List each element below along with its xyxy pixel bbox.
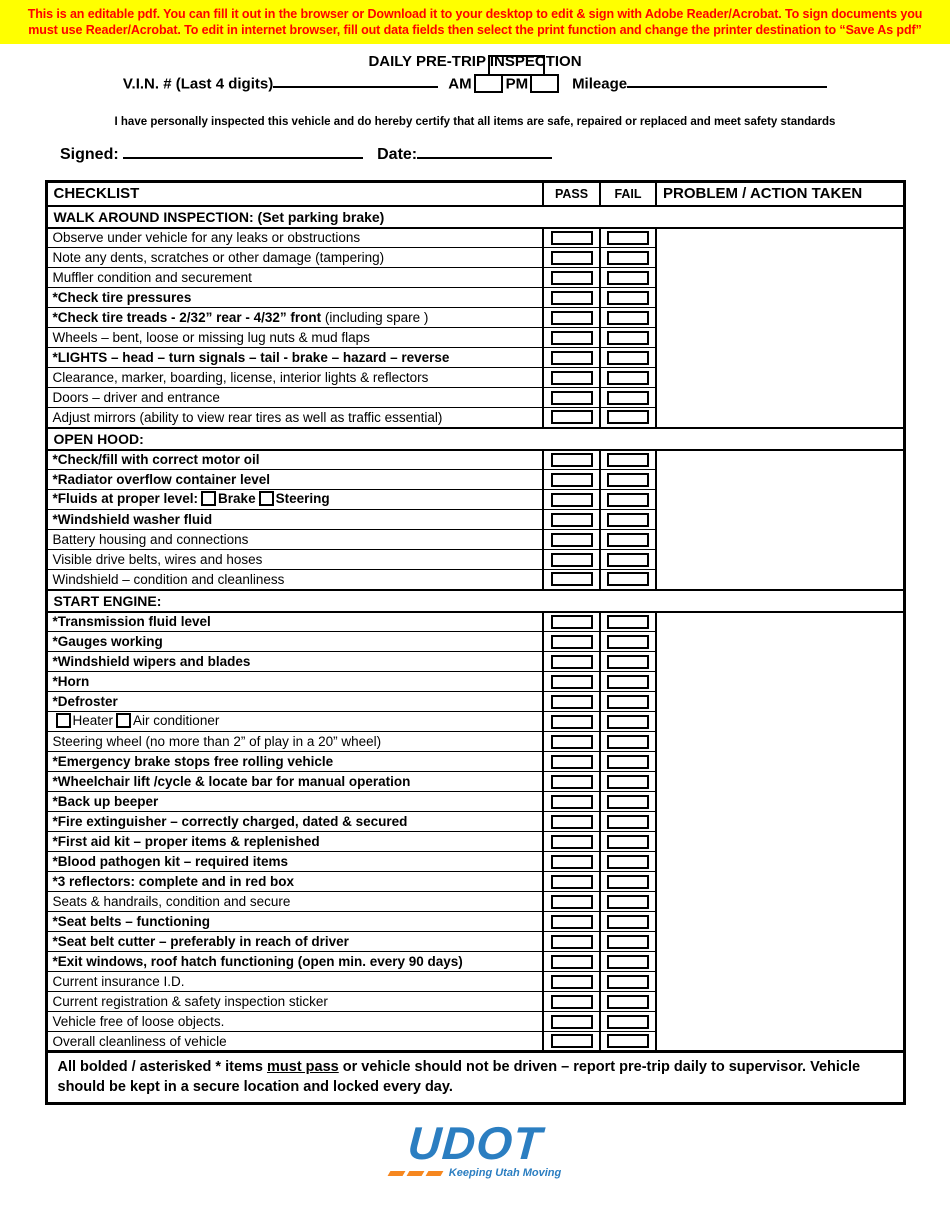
pm-checkbox[interactable]: [530, 74, 559, 93]
fail-checkbox[interactable]: [607, 635, 649, 649]
pass-checkbox[interactable]: [551, 493, 593, 507]
fail-cell: [600, 248, 656, 268]
fail-cell: [600, 832, 656, 852]
section-header: WALK AROUND INSPECTION: (Set parking brake): [46, 206, 904, 228]
fail-cell: [600, 752, 656, 772]
fail-cell: [600, 550, 656, 570]
item-label: *Check tire pressures: [46, 288, 543, 308]
pass-cell: [543, 1012, 600, 1032]
fail-checkbox[interactable]: [607, 572, 649, 586]
date-label: Date:: [377, 146, 418, 163]
fail-cell: [600, 348, 656, 368]
fail-cell: [600, 812, 656, 832]
pass-checkbox[interactable]: [551, 915, 593, 929]
item-label: Steering wheel (no more than 2” of play in a 20” wheel): [46, 732, 543, 752]
fail-cell: [600, 510, 656, 530]
checklist-row: [46, 450, 904, 470]
pass-cell: [543, 712, 600, 732]
fail-cell: [600, 1032, 656, 1052]
pass-cell: [543, 248, 600, 268]
item-label: Current registration & safety inspection sticker: [46, 992, 543, 1012]
fail-checkbox[interactable]: [607, 513, 649, 527]
item-label: *Defroster: [46, 692, 543, 712]
signature-line: [60, 145, 950, 164]
fail-checkbox[interactable]: [607, 493, 649, 507]
item-label: Overall cleanliness of vehicle: [46, 1032, 543, 1052]
pass-checkbox[interactable]: [551, 775, 593, 789]
banner-line-2: must use Reader/Acrobat. To edit in internet browser, fill out data fields then select the print function and change the printer destination to “Save As pdf”: [28, 23, 922, 37]
vin-input-line[interactable]: [273, 74, 438, 88]
fail-cell: [600, 972, 656, 992]
pass-cell: [543, 672, 600, 692]
fail-checkbox[interactable]: [607, 473, 649, 487]
logo-tagline: Keeping Utah Moving: [448, 1167, 562, 1180]
fail-cell: [600, 268, 656, 288]
item-label: *Windshield washer fluid: [46, 510, 543, 530]
fail-cell: [600, 570, 656, 590]
item-label: *Check tire treads - 2/32” rear - 4/32” front (including spare ): [46, 308, 543, 328]
fail-checkbox[interactable]: [607, 371, 649, 385]
editable-pdf-banner: [0, 0, 950, 44]
fail-cell: [600, 308, 656, 328]
section-row: [46, 428, 904, 450]
pass-cell: [543, 328, 600, 348]
item-label: Note any dents, scratches or other damage (tampering): [46, 248, 543, 268]
fail-cell: [600, 712, 656, 732]
pass-cell: [543, 228, 600, 248]
fail-cell: [600, 328, 656, 348]
pass-cell: [543, 308, 600, 328]
pass-cell: [543, 932, 600, 952]
fail-cell: [600, 692, 656, 712]
pass-cell: [543, 612, 600, 632]
checklist-row: [46, 612, 904, 632]
pass-checkbox[interactable]: [551, 935, 593, 949]
certification-text: I have personally inspected this vehicle and do hereby certify that all items are safe, repaired or replaced and meet safety standards: [114, 116, 836, 128]
pass-cell: [543, 1032, 600, 1052]
pass-checkbox[interactable]: [551, 572, 593, 586]
item-label: Battery housing and connections: [46, 530, 543, 550]
pass-cell: [543, 832, 600, 852]
item-label: Adjust mirrors (ability to view rear tires as well as traffic essential): [46, 408, 543, 428]
fail-cell: [600, 368, 656, 388]
pass-cell: [543, 632, 600, 652]
fail-cell: [600, 450, 656, 470]
fail-cell: [600, 388, 656, 408]
fail-checkbox[interactable]: [607, 755, 649, 769]
udot-logo-text: UDOT: [406, 1117, 544, 1170]
pass-cell: [543, 570, 600, 590]
form-field-box[interactable]: [488, 55, 545, 76]
pass-cell: [543, 470, 600, 490]
table-header-row: [46, 182, 904, 206]
item-label: *3 reflectors: complete and in red box: [46, 872, 543, 892]
note-underlined: must pass: [267, 1059, 339, 1075]
fail-cell: [600, 952, 656, 972]
pass-checkbox[interactable]: [551, 635, 593, 649]
item-label: Visible drive belts, wires and hoses: [46, 550, 543, 570]
fail-checkbox[interactable]: [607, 251, 649, 265]
pass-cell: [543, 812, 600, 832]
fail-checkbox[interactable]: [607, 453, 649, 467]
pass-checkbox[interactable]: [551, 513, 593, 527]
pass-checkbox[interactable]: [551, 371, 593, 385]
item-label: *Horn: [46, 672, 543, 692]
fail-checkbox[interactable]: [607, 533, 649, 547]
pass-checkbox[interactable]: [551, 453, 593, 467]
pass-checkbox[interactable]: [551, 391, 593, 405]
pass-checkbox[interactable]: [551, 291, 593, 305]
item-label: Vehicle free of loose objects.: [46, 1012, 543, 1032]
fail-cell: [600, 872, 656, 892]
fail-checkbox[interactable]: [607, 1015, 649, 1029]
pass-cell: [543, 268, 600, 288]
pass-checkbox[interactable]: [551, 410, 593, 424]
item-label: Seats & handrails, condition and secure: [46, 892, 543, 912]
fail-checkbox[interactable]: [607, 915, 649, 929]
pass-checkbox[interactable]: [551, 271, 593, 285]
item-label: Heater Air conditioner: [46, 712, 543, 732]
pass-cell: [543, 992, 600, 1012]
pass-cell: [543, 652, 600, 672]
fail-checkbox[interactable]: [607, 995, 649, 1009]
pass-checkbox[interactable]: [551, 231, 593, 245]
pass-checkbox[interactable]: [551, 895, 593, 909]
item-label: Muffler condition and securement: [46, 268, 543, 288]
pass-checkbox[interactable]: [551, 655, 593, 669]
item-label: *LIGHTS – head – turn signals – tail - brake – hazard – reverse: [46, 348, 543, 368]
item-label: *Check/fill with correct motor oil: [46, 450, 543, 470]
fail-cell: [600, 672, 656, 692]
pass-cell: [543, 490, 600, 510]
item-label: *Blood pathogen kit – required items: [46, 852, 543, 872]
am-checkbox[interactable]: [474, 74, 503, 93]
item-label: *Seat belts – functioning: [46, 912, 543, 932]
fail-checkbox[interactable]: [607, 271, 649, 285]
mileage-input-line[interactable]: [627, 74, 827, 88]
vin-line: [0, 74, 950, 95]
pass-checkbox[interactable]: [551, 311, 593, 325]
pass-cell: [543, 952, 600, 972]
fail-checkbox[interactable]: [607, 311, 649, 325]
item-label: *First aid kit – proper items & replenished: [46, 832, 543, 852]
item-label: *Fluids at proper level: Brake Steering: [46, 490, 543, 510]
fail-checkbox[interactable]: [607, 291, 649, 305]
footer-note-row: [46, 1052, 904, 1104]
pass-checkbox[interactable]: [551, 975, 593, 989]
fail-cell: [600, 852, 656, 872]
fail-cell: [600, 530, 656, 550]
pass-cell: [543, 852, 600, 872]
item-label: Wheels – bent, loose or missing lug nuts & mud flaps: [46, 328, 543, 348]
pass-checkbox[interactable]: [551, 835, 593, 849]
pass-checkbox[interactable]: [551, 473, 593, 487]
air-conditioner-checkbox[interactable]: [116, 713, 131, 728]
pass-checkbox[interactable]: [551, 995, 593, 1009]
column-header-checklist: CHECKLIST: [46, 182, 543, 206]
fail-checkbox[interactable]: [607, 1034, 649, 1048]
pass-cell: [543, 510, 600, 530]
fail-cell: [600, 932, 656, 952]
note-suffix: or vehicle should not be driven – report pre-trip daily to supervisor. Vehicle should be kept in a secure location and locked every day.: [57, 1059, 861, 1095]
vin-label: V.I.N. # (Last 4 digits): [122, 75, 274, 93]
fail-checkbox[interactable]: [607, 775, 649, 789]
item-label: *Gauges working: [46, 632, 543, 652]
pass-checkbox[interactable]: [551, 795, 593, 809]
fail-checkbox[interactable]: [607, 231, 649, 245]
pass-cell: [543, 792, 600, 812]
pass-checkbox[interactable]: [551, 553, 593, 567]
note-prefix: All bolded / asterisked * items: [57, 1059, 268, 1075]
checklist-row: [46, 228, 904, 248]
pass-cell: [543, 388, 600, 408]
column-header-fail: FAIL: [600, 182, 656, 206]
pass-cell: [543, 752, 600, 772]
column-header-problem: PROBLEM / ACTION TAKEN: [656, 182, 904, 206]
fail-checkbox[interactable]: [607, 735, 649, 749]
pass-cell: [543, 368, 600, 388]
item-label: *Seat belt cutter – preferably in reach of driver: [46, 932, 543, 952]
pass-cell: [543, 732, 600, 752]
pass-cell: [543, 288, 600, 308]
fail-checkbox[interactable]: [607, 331, 649, 345]
fail-cell: [600, 1012, 656, 1032]
fail-checkbox[interactable]: [607, 410, 649, 424]
fail-checkbox[interactable]: [607, 391, 649, 405]
fail-cell: [600, 792, 656, 812]
item-label: Observe under vehicle for any leaks or obstructions: [46, 228, 543, 248]
fail-checkbox[interactable]: [607, 553, 649, 567]
fail-cell: [600, 612, 656, 632]
fail-checkbox[interactable]: [607, 815, 649, 829]
item-label: *Back up beeper: [46, 792, 543, 812]
brake-checkbox[interactable]: [201, 491, 216, 506]
banner-line-1: This is an editable pdf. You can fill it out in the browser or Download it to your desktop to edit & sign with Adobe Reader/Acrobat. To sign documents you: [27, 7, 923, 21]
problem-action-field[interactable]: [656, 450, 904, 590]
pass-checkbox[interactable]: [551, 855, 593, 869]
fail-cell: [600, 490, 656, 510]
pass-checkbox[interactable]: [551, 815, 593, 829]
pass-cell: [543, 408, 600, 428]
udot-logo: [0, 1117, 950, 1180]
footer-note: [46, 1052, 904, 1104]
date-input-line[interactable]: [417, 145, 552, 159]
pass-checkbox[interactable]: [551, 351, 593, 365]
fail-cell: [600, 892, 656, 912]
fail-checkbox[interactable]: [607, 935, 649, 949]
fail-cell: [600, 652, 656, 672]
fail-checkbox[interactable]: [607, 675, 649, 689]
fail-cell: [600, 470, 656, 490]
pass-checkbox[interactable]: [551, 735, 593, 749]
fail-checkbox[interactable]: [607, 655, 649, 669]
steering-checkbox[interactable]: [259, 491, 274, 506]
pass-cell: [543, 348, 600, 368]
fail-checkbox[interactable]: [607, 955, 649, 969]
fail-checkbox[interactable]: [607, 895, 649, 909]
section-row: [46, 590, 904, 612]
pm-label: PM: [505, 75, 529, 93]
item-label: *Radiator overflow container level: [46, 470, 543, 490]
pass-checkbox[interactable]: [551, 251, 593, 265]
fail-cell: [600, 772, 656, 792]
item-label: *Wheelchair lift /cycle & locate bar for manual operation: [46, 772, 543, 792]
logo-accent-dashes: [389, 1171, 442, 1176]
fail-cell: [600, 732, 656, 752]
fail-checkbox[interactable]: [607, 715, 649, 729]
pass-checkbox[interactable]: [551, 875, 593, 889]
item-label: *Transmission fluid level: [46, 612, 543, 632]
pass-cell: [543, 692, 600, 712]
problem-action-field[interactable]: [656, 612, 904, 1052]
signature-input-line[interactable]: [123, 145, 363, 159]
pass-cell: [543, 772, 600, 792]
fail-checkbox[interactable]: [607, 795, 649, 809]
pass-cell: [543, 530, 600, 550]
checklist-table: [45, 180, 906, 1105]
pass-checkbox[interactable]: [551, 615, 593, 629]
fail-checkbox[interactable]: [607, 855, 649, 869]
fail-cell: [600, 912, 656, 932]
signed-label: Signed:: [60, 146, 119, 163]
item-label: *Emergency brake stops free rolling vehicle: [46, 752, 543, 772]
pass-checkbox[interactable]: [551, 755, 593, 769]
pass-checkbox[interactable]: [551, 1034, 593, 1048]
section-header: OPEN HOOD:: [46, 428, 904, 450]
fail-checkbox[interactable]: [607, 835, 649, 849]
pass-checkbox[interactable]: [551, 331, 593, 345]
fail-checkbox[interactable]: [607, 695, 649, 709]
heater-checkbox[interactable]: [56, 713, 71, 728]
am-label: AM: [448, 75, 472, 93]
item-label: *Exit windows, roof hatch functioning (open min. every 90 days): [46, 952, 543, 972]
item-label: Current insurance I.D.: [46, 972, 543, 992]
fail-cell: [600, 288, 656, 308]
pass-cell: [543, 872, 600, 892]
section-row: [46, 206, 904, 228]
fail-cell: [600, 992, 656, 1012]
item-label: Clearance, marker, boarding, license, interior lights & reflectors: [46, 368, 543, 388]
fail-checkbox[interactable]: [607, 615, 649, 629]
pass-cell: [543, 972, 600, 992]
item-label: Windshield – condition and cleanliness: [46, 570, 543, 590]
fail-checkbox[interactable]: [607, 975, 649, 989]
problem-action-field[interactable]: [656, 228, 904, 428]
pass-cell: [543, 550, 600, 570]
page-title: DAILY PRE-TRIP INSPECTION: [368, 53, 582, 70]
mileage-label: Mileage: [572, 75, 628, 93]
item-label: *Windshield wipers and blades: [46, 652, 543, 672]
section-header: START ENGINE:: [46, 590, 904, 612]
fail-checkbox[interactable]: [607, 875, 649, 889]
pass-cell: [543, 912, 600, 932]
fail-checkbox[interactable]: [607, 351, 649, 365]
checklist-table-body: [46, 206, 904, 1052]
pass-cell: [543, 892, 600, 912]
column-header-pass: PASS: [543, 182, 600, 206]
pass-checkbox[interactable]: [551, 533, 593, 547]
pass-checkbox[interactable]: [551, 675, 593, 689]
pass-checkbox[interactable]: [551, 695, 593, 709]
fail-cell: [600, 228, 656, 248]
pass-checkbox[interactable]: [551, 715, 593, 729]
item-label: Doors – driver and entrance: [46, 388, 543, 408]
fail-cell: [600, 632, 656, 652]
pass-cell: [543, 450, 600, 470]
pass-checkbox[interactable]: [551, 1015, 593, 1029]
pass-checkbox[interactable]: [551, 955, 593, 969]
fail-cell: [600, 408, 656, 428]
item-label: *Fire extinguisher – correctly charged, dated & secured: [46, 812, 543, 832]
